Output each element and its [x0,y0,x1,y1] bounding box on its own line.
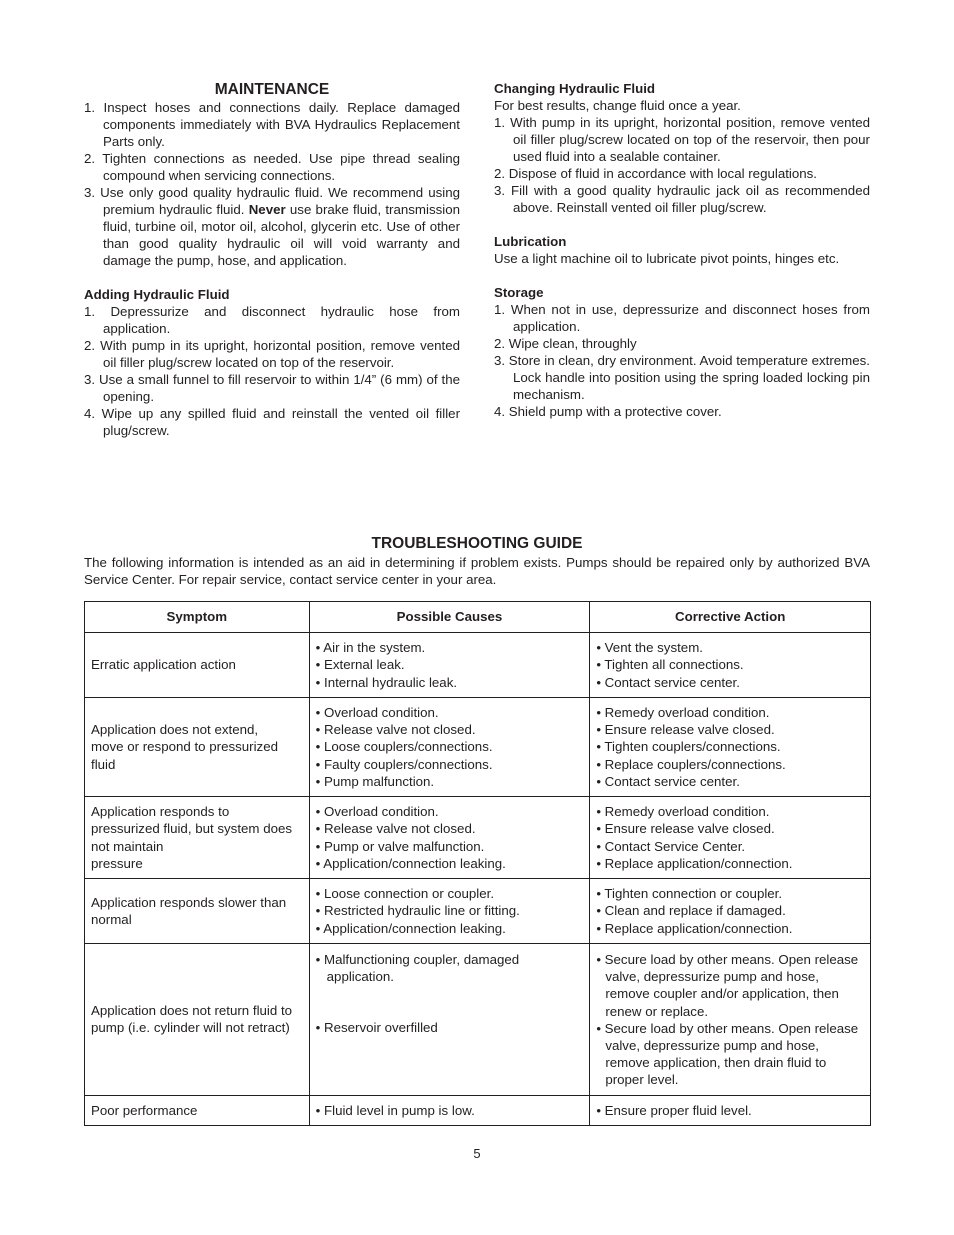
actions-cell [590,944,871,1096]
causes-cell [309,698,590,797]
cell-text: Poor performance [91,1102,198,1118]
list-item: 2. Tighten connections as needed. Use pipe thread sealing compound when servicing connections. [84,151,460,183]
cell-text: Application does not return fluid to [91,1003,293,1019]
actions-cell [590,879,871,944]
actions-cell [590,797,871,879]
right-column [494,80,870,420]
table-row [85,944,871,1096]
cell-text: normal [91,912,132,928]
lubrication-heading: Lubrication [494,234,567,249]
cell-text: • Fluid level in pump is low. [315,1102,475,1118]
cell-text: • Application/connection leaking. [315,855,506,871]
cell-text: • Pump or valve malfunction. [315,838,485,854]
cell-text: • Application/connection leaking. [315,920,506,936]
cell-text: • Contact Service Center. [596,838,746,854]
table-row [85,1095,871,1125]
cell-text: Application responds slower than [91,894,287,910]
cell-text: fluid [91,756,116,772]
item-text: 3. Use only good quality hydraulic fluid. We recommend using premium hydraulic fluid. [84,185,460,217]
lubrication-text: Use a light machine oil to lubricate pivot points, hinges etc. [494,251,840,266]
list-item: 1. With pump in its upright, horizontal position, remove vented oil filler plug/screw located on top of the reservoir, then pour used fluid into a sealable container. [494,115,870,164]
cell-text: • Contact service center. [596,773,740,789]
cell-text: • Malfunctioning coupler, damaged application. [315,952,520,985]
causes-cell [309,633,590,698]
item-text: use brake fluid, transmission fluid, turbine oil, motor oil, alcohol, glycerin etc. Use of other than good quality hydraulic oil will void warranty and damage the pump, hose, and application. [103,202,460,268]
list-item: 2. Wipe clean, throughly [494,336,637,351]
cell-text: • Ensure release valve closed. [596,722,775,738]
troubleshooting-table [84,601,871,1126]
cell-text: • Replace application/connection. [596,855,793,871]
list-item: 3. Use a small funnel to fill reservoir to within 1/4” (6 mm) of the opening. [84,372,460,404]
cell-text: • Pump malfunction. [315,773,435,789]
cell-text: • Tighten connection or coupler. [596,886,783,902]
changing-fluid-list [494,114,870,216]
cell-text: • Replace application/connection. [596,920,793,936]
cell-text: • Tighten couplers/connections. [596,739,781,755]
symptom-cell [85,797,310,879]
cell-text: • Secure load by other means. Open release valve, depressurize pump and hose, remove application, then drain fluid to proper level. [596,1020,859,1088]
list-item: 1. Inspect hoses and connections daily. Replace damaged components immediately with BVA Hydraulics Replacement Parts only. [84,100,460,149]
page-number: 5 [473,1146,481,1161]
storage-list [494,301,870,420]
causes-cell [309,944,590,1096]
cell-text: • Ensure proper fluid level. [596,1102,752,1118]
list-item: 3. Store in clean, dry environment. Avoid temperature extremes. Lock handle into position using the spring loaded locking pin mechanism. [494,353,870,402]
cell-text: Erratic application action [91,657,236,673]
troubleshooting-intro: The following information is intended as an aid in determining if problem exists. Pumps should be repaired only by authorized BVA Service Center. For repair service, contact service center in your area. [84,555,870,587]
changing-fluid-intro: For best results, change fluid once a year. [494,98,741,113]
symptom-cell [85,879,310,944]
list-item: 3. Fill with a good quality hydraulic jack oil as recommended above. Reinstall vented oil filler plug/screw. [494,183,870,215]
symptom-cell [85,698,310,797]
cell-text: • Release valve not closed. [315,821,476,837]
cell-text: • Overload condition. [315,804,439,820]
header-symptom: Symptom [85,602,310,633]
never-emphasis: Never [248,202,286,217]
cell-text: • Internal hydraulic leak. [315,674,458,690]
table-row [85,879,871,944]
cell-text: Application responds to [91,804,230,820]
cell-text: pump (i.e. cylinder will not retract) [91,1020,290,1036]
table-row [85,698,871,797]
cell-text: • Overload condition. [315,705,439,720]
cell-text: not maintain [91,838,164,854]
cell-text: • Vent the system. [596,640,703,656]
symptom-cell [85,1095,310,1125]
cell-text: move or respond to pressurized [91,739,278,755]
cell-text: • Faulty couplers/connections. [315,756,493,772]
cell-text: • Loose couplers/connections. [315,739,493,755]
cell-text: • Secure load by other means. Open release valve, depressurize pump and hose, remove coupler and/or application, then renew or replace. [596,952,859,1019]
cell-text: pressurized fluid, but system does [91,821,293,837]
list-item: 2. Dispose of fluid in accordance with local regulations. [494,166,817,181]
adding-fluid-heading: Adding Hydraulic Fluid [84,287,230,302]
cell-text: • Tighten all connections. [596,657,744,673]
table-row [85,797,871,879]
troubleshooting-heading: TROUBLESHOOTING GUIDE [371,535,583,552]
cell-text: • Clean and replace if damaged. [596,903,786,919]
left-column [84,80,460,439]
storage-heading: Storage [494,285,544,300]
actions-cell [590,633,871,698]
list-item [84,184,460,269]
header-corrective-action: Corrective Action [590,602,871,633]
cell-text: • Remedy overload condition. [596,705,770,720]
list-item: 4. Wipe up any spilled fluid and reinstall the vented oil filler plug/screw. [84,406,460,438]
list-item: 2. With pump in its upright, horizontal position, remove vented oil filler plug/screw located on top of the reservoir. [84,338,460,370]
symptom-cell [85,944,310,1096]
table-header-row [85,602,871,633]
cell-text: Application does not extend, [91,722,259,738]
cell-text: • Loose connection or coupler. [315,886,495,902]
causes-cell [309,797,590,879]
cell-text: • Replace couplers/connections. [596,756,786,772]
list-item: 1. When not in use, depressurize and disconnect hoses from application. [494,302,870,334]
cell-text: • Release valve not closed. [315,722,476,738]
symptom-cell [85,633,310,698]
actions-cell [590,1095,871,1125]
header-possible-causes: Possible Causes [309,602,590,633]
cell-text: • Ensure release valve closed. [596,821,775,837]
maintenance-heading: MAINTENANCE [214,81,330,98]
cell-text: • External leak. [315,657,405,673]
list-item: 4. Shield pump with a protective cover. [494,404,722,419]
changing-fluid-heading: Changing Hydraulic Fluid [494,81,656,96]
causes-cell [309,879,590,944]
cell-text: • Contact service center. [596,674,740,690]
cell-text: • Reservoir overfilled [315,1020,438,1036]
cell-text: • Remedy overload condition. [596,804,770,820]
causes-cell [309,1095,590,1125]
cell-text: • Air in the system. [315,640,426,656]
adding-fluid-list [84,303,460,439]
table-row [85,633,871,698]
list-item: 1. Depressurize and disconnect hydraulic hose from application. [84,304,460,336]
cell-text: pressure [91,855,143,871]
actions-cell [590,698,871,797]
maintenance-list [84,99,460,269]
cell-text: • Restricted hydraulic line or fitting. [315,903,520,919]
